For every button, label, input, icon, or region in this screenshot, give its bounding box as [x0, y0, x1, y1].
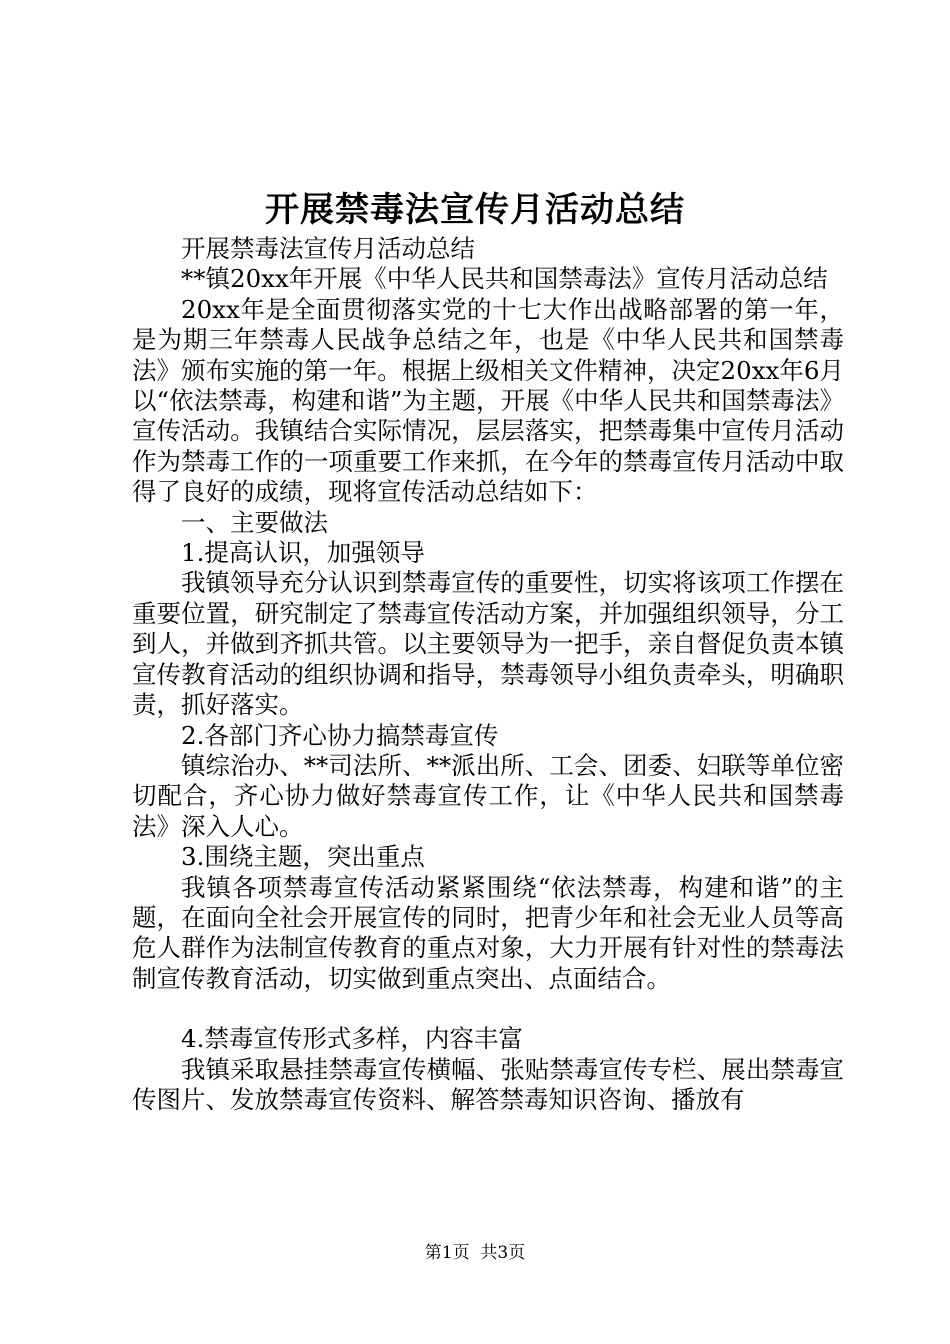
paragraph-subtitle: 开展禁毒法宣传月活动总结	[181, 234, 475, 263]
section-heading-main-methods: 一、主要做法	[181, 507, 328, 537]
document-body	[132, 234, 844, 1115]
paragraph-2: 镇综治办、**司法所、**派出所、工会、团委、妇联等单位密切配合，齐心协力做好禁毒宣传工作，让《中华人民共和国禁毒法》深入人心。	[132, 750, 844, 841]
page-number: 第1页 共3页	[424, 1243, 526, 1263]
paragraph-intro: 20xx年是全面贯彻落实党的十七大作出战略部署的第一年，是为期三年禁毒人民战争总结之年，也是《中华人民共和国禁毒法》颁布实施的第一年。根据上级相关文件精神，决定20xx年6月以“依法禁毒，构建和谐”为主题，开展《中华人民共和国禁毒法》宣传活动。我镇结合实际情况，层层落实，把禁毒集中宣传月活动作为禁毒工作的一项重要工作来抓，在今年的禁毒宣传月活动中取得了良好的成绩，现将宣传活动总结如下：	[132, 294, 844, 507]
page-footer	[0, 1238, 950, 1263]
subheading-3: 3.围绕主题，突出重点	[181, 842, 425, 872]
paragraph-heading: **镇20xx年开展《中华人民共和国禁毒法》宣传月活动总结	[181, 264, 828, 294]
subheading-2: 2.各部门齐心协力搞禁毒宣传	[181, 720, 499, 750]
document-title: 开展禁毒法宣传月活动总结	[265, 190, 685, 230]
subheading-4: 4.禁毒宣传形式多样，内容丰富	[181, 1024, 523, 1054]
paragraph-3: 我镇各项禁毒宣传活动紧紧围绕“依法禁毒，构建和谐”的主题，在面向全社会开展宣传的同时，把青少年和社会无业人员等高危人群作为法制宣传教育的重点对象，大力开展有针对性的禁毒法制宣传教育活动，切实做到重点突出、点面结合。	[132, 872, 844, 993]
subheading-1: 1.提高认识，加强领导	[181, 538, 425, 568]
paragraph-4: 我镇采取悬挂禁毒宣传横幅、张贴禁毒宣传专栏、展出禁毒宣传图片、发放禁毒宣传资料、解答禁毒知识咨询、播放有	[132, 1054, 844, 1114]
paragraph-1: 我镇领导充分认识到禁毒宣传的重要性，切实将该项工作摆在重要位置，研究制定了禁毒宣传活动方案，并加强组织领导，分工到人，并做到齐抓共管。以主要领导为一把手，亲自督促负责本镇宣传教育活动的组织协调和指导，禁毒领导小组负责牵头，明确职责，抓好落实。	[132, 568, 844, 720]
